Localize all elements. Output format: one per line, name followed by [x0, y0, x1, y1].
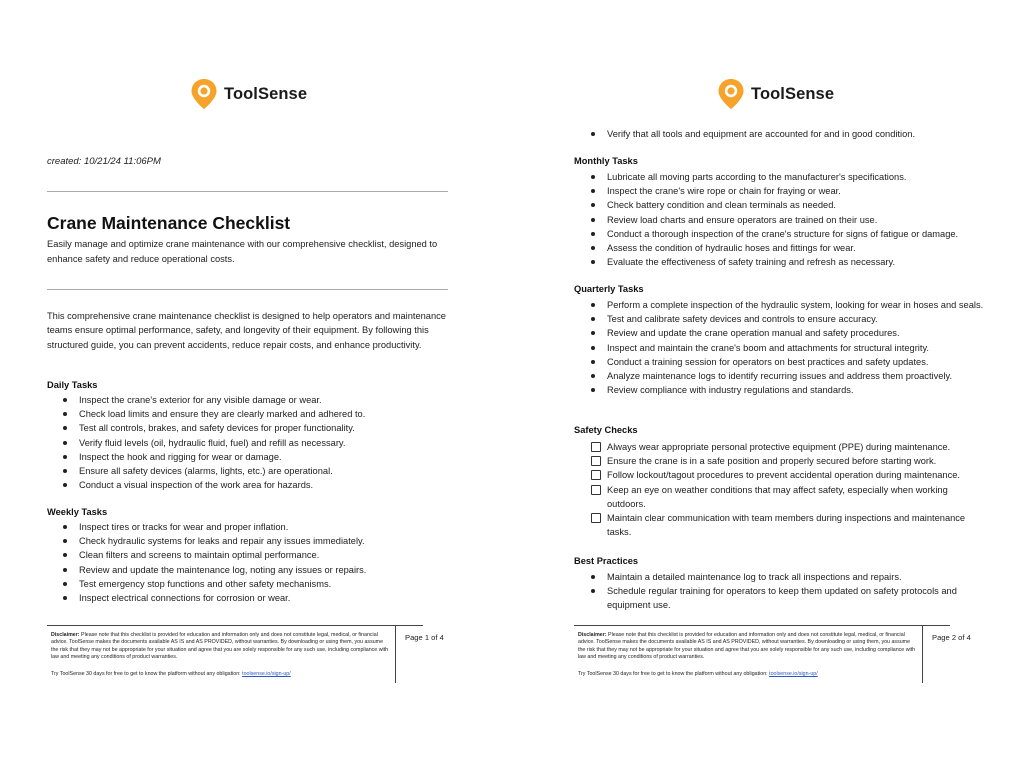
- daily-task-item: Inspect the crane's exterior for any visible damage or wear.: [60, 393, 460, 407]
- monthly-task-item: Review load charts and ensure operators are trained on their use.: [588, 213, 1000, 227]
- document-title: Crane Maintenance Checklist: [47, 213, 291, 233]
- weekly-task-item: Inspect tires or tracks for wear and proper inflation.: [60, 520, 460, 534]
- signup-link[interactable]: toolsense.io/sign-up/: [242, 671, 291, 677]
- page-footer: [47, 625, 444, 682]
- quarterly-task-item: Analyze maintenance logs to identify recurring issues and address them proactively.: [588, 369, 988, 383]
- footer-divider: [395, 626, 396, 683]
- safety-checks-list: [591, 440, 986, 539]
- created-timestamp: created: 10/21/24 11:06PM: [47, 156, 161, 167]
- trial-copy: Try ToolSense 30 days for free to get to know the platform without any obligation:: [51, 671, 241, 677]
- disclaimer-body: Please note that this checklist is provided for education and information only and does not constitute legal, medical, or financial advice. ToolSense makes the documents available AS IS and AS PROVIDED, without warranties. By downloading or using them, you assume the risk that they may not be appropriate for your situation and agree that you are solely responsible for any such use, including compliance with law and meeting any conditions of product warranties.: [51, 632, 389, 660]
- daily-tasks-list: [60, 393, 460, 492]
- best-practice-item: Schedule regular training for operators to keep them updated on safety protocols and equipment use.: [588, 584, 988, 612]
- divider: [47, 289, 448, 290]
- monthly-task-item: Lubricate all moving parts according to the manufacturer's specifications.: [588, 170, 1000, 184]
- weekly-task-item: Check hydraulic systems for leaks and repair any issues immediately.: [60, 534, 460, 548]
- brand-name: ToolSense: [224, 84, 308, 103]
- quarterly-tasks-list: [588, 298, 988, 397]
- weekly-task-item: Inspect electrical connections for corrosion or wear.: [60, 591, 460, 605]
- monthly-task-item: Conduct a thorough inspection of the crane's structure for signs of fatigue or damage.: [588, 227, 1000, 241]
- weekly-task-item: Review and update the maintenance log, noting any issues or repairs.: [60, 563, 460, 577]
- toolsense-logo: [717, 78, 834, 110]
- signup-link[interactable]: toolsense.io/sign-up/: [769, 671, 818, 677]
- document-page-2: [527, 0, 1007, 778]
- monthly-tasks-heading: Monthly Tasks: [574, 156, 638, 166]
- daily-task-item: Ensure all safety devices (alarms, lights, etc.) are operational.: [60, 464, 460, 478]
- page-number: Page 1 of 4: [405, 633, 444, 642]
- monthly-task-item: Evaluate the effectiveness of safety training and refresh as necessary.: [588, 255, 1000, 269]
- weekly-tasks-list: [60, 520, 460, 605]
- continued-task-item: Verify that all tools and equipment are accounted for and in good condition.: [588, 127, 988, 141]
- safety-check-item[interactable]: Keep an eye on weather conditions that may affect safety, especially when working outdoors.: [591, 483, 986, 511]
- trial-text: [578, 671, 818, 677]
- safety-check-item[interactable]: Always wear appropriate personal protective equipment (PPE) during maintenance.: [591, 440, 986, 454]
- quarterly-task-item: Review and update the crane operation manual and safety procedures.: [588, 326, 988, 340]
- monthly-task-item: Check battery condition and clean terminals as needed.: [588, 198, 1000, 212]
- page-footer: [574, 625, 971, 682]
- daily-task-item: Verify fluid levels (oil, hydraulic fluid, fuel) and refill as necessary.: [60, 436, 460, 450]
- weekly-task-item: Test emergency stop functions and other safety mechanisms.: [60, 577, 460, 591]
- location-pin-icon: [190, 78, 218, 110]
- safety-check-item[interactable]: Follow lockout/tagout procedures to prevent accidental operation during maintenance.: [591, 468, 986, 482]
- disclaimer-text: [51, 632, 391, 661]
- daily-task-item: Inspect the hook and rigging for wear or damage.: [60, 450, 460, 464]
- daily-task-item: Test all controls, brakes, and safety devices for proper functionality.: [60, 421, 460, 435]
- brand-name: ToolSense: [751, 84, 835, 103]
- daily-task-item: Check load limits and ensure they are clearly marked and adhered to.: [60, 407, 460, 421]
- trial-text: [51, 671, 291, 677]
- document-page-1: [0, 0, 480, 778]
- document-subtitle: Easily manage and optimize crane maintenance with our comprehensive checklist, designed to enhance safety and reduce operational costs.: [47, 239, 438, 264]
- safety-check-item[interactable]: Maintain clear communication with team members during inspections and maintenance tasks.: [591, 511, 986, 539]
- disclaimer-text: [578, 632, 918, 661]
- disclaimer-label: Disclaimer:: [578, 632, 607, 638]
- daily-tasks-heading: Daily Tasks: [47, 380, 98, 390]
- quarterly-task-item: Perform a complete inspection of the hydraulic system, looking for wear in hoses and seals.: [588, 298, 988, 312]
- safety-check-item[interactable]: Ensure the crane is in a safe position and properly secured before starting work.: [591, 454, 986, 468]
- quarterly-task-item: Inspect and maintain the crane's boom and attachments for structural integrity.: [588, 341, 988, 355]
- trial-copy: Try ToolSense 30 days for free to get to know the platform without any obligation:: [578, 671, 768, 677]
- best-practices-list: [588, 570, 988, 613]
- intro-paragraph: This comprehensive crane maintenance checklist is designed to help operators and maintenance teams ensure optimal performance, safety, and longevity of their equipment. By following this structured guide, you can prevent accidents, reduce repair costs, and enhance productivity.: [47, 311, 446, 350]
- best-practices-heading: Best Practices: [574, 556, 639, 566]
- disclaimer-body: Please note that this checklist is provided for education and information only and does not constitute legal, medical, or financial advice. ToolSense makes the documents available AS IS and AS PROVIDED, without warranties. By downloading or using them, you assume the risk that they may not be appropriate for your situation and agree that you are solely responsible for any such use, including compliance with law and meeting any conditions of product warranties.: [578, 632, 916, 660]
- divider: [47, 191, 448, 192]
- footer-divider: [922, 626, 923, 683]
- monthly-tasks-list: [588, 170, 1000, 269]
- daily-task-item: Conduct a visual inspection of the work area for hazards.: [60, 478, 460, 492]
- safety-checks-heading: Safety Checks: [574, 425, 638, 435]
- quarterly-task-item: Test and calibrate safety devices and controls to ensure accuracy.: [588, 312, 988, 326]
- location-pin-icon: [717, 78, 745, 110]
- quarterly-task-item: Review compliance with industry regulations and standards.: [588, 383, 988, 397]
- quarterly-tasks-heading: Quarterly Tasks: [574, 284, 644, 294]
- page-number: Page 2 of 4: [932, 633, 971, 642]
- weekly-task-item: Clean filters and screens to maintain optimal performance.: [60, 548, 460, 562]
- toolsense-logo: [190, 78, 307, 110]
- continued-tasks-list: [588, 127, 988, 141]
- monthly-task-item: Assess the condition of hydraulic hoses and fittings for wear.: [588, 241, 1000, 255]
- weekly-tasks-heading: Weekly Tasks: [47, 507, 108, 517]
- monthly-task-item: Inspect the crane's wire rope or chain for fraying or wear.: [588, 184, 1000, 198]
- quarterly-task-item: Conduct a training session for operators on best practices and safety updates.: [588, 355, 988, 369]
- best-practice-item: Maintain a detailed maintenance log to track all inspections and repairs.: [588, 570, 988, 584]
- disclaimer-label: Disclaimer:: [51, 632, 80, 638]
